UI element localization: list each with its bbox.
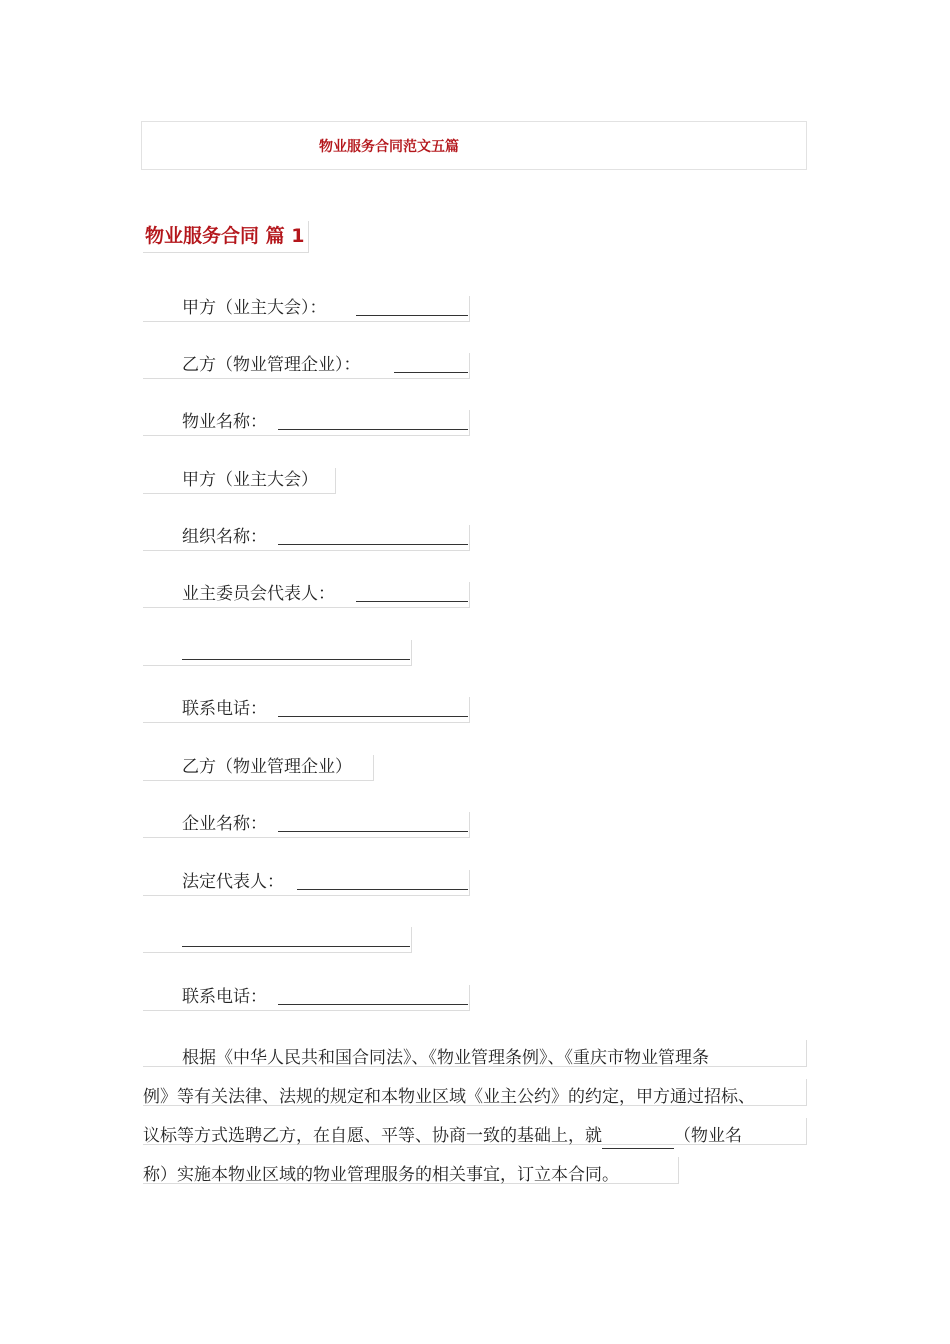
fill-blank[interactable] — [182, 659, 410, 660]
party-b-field — [143, 353, 470, 379]
paragraph-text-part: （物业名 — [674, 1126, 742, 1146]
fill-blank[interactable] — [278, 716, 468, 717]
fill-blank[interactable] — [394, 372, 468, 373]
fill-blank[interactable] — [356, 601, 468, 602]
committee-representative-field — [143, 582, 470, 608]
blank-line-field — [143, 640, 412, 666]
field-label: 物业名称： — [182, 412, 267, 432]
fill-blank[interactable] — [602, 1124, 674, 1149]
document-title: 物业服务合同范文五篇 — [319, 139, 459, 155]
fill-blank[interactable] — [278, 831, 468, 832]
fill-blank[interactable] — [356, 315, 468, 316]
party-a-field — [143, 296, 470, 322]
fill-blank[interactable] — [278, 429, 468, 430]
fill-blank[interactable] — [278, 1004, 468, 1005]
paragraph-line — [143, 1040, 807, 1079]
paragraph-line — [143, 1118, 807, 1157]
fill-blank[interactable] — [182, 946, 410, 947]
field-label: 联系电话： — [182, 699, 267, 719]
blank-line-field — [143, 927, 412, 953]
paragraph-text — [143, 1124, 742, 1149]
company-name-field — [143, 812, 470, 838]
paragraph-line — [143, 1157, 807, 1196]
party-a-heading — [143, 468, 336, 494]
field-label: 企业名称： — [182, 814, 267, 834]
paragraph-line — [143, 1079, 807, 1118]
party-b-heading — [143, 755, 374, 781]
field-label: 业主委员会代表人： — [182, 584, 335, 604]
phone-field-b — [143, 985, 470, 1011]
paragraph-text: 根据《中华人民共和国合同法》、《物业管理条例》、《重庆市物业管理条 — [182, 1048, 709, 1068]
field-label: 联系电话： — [182, 987, 267, 1007]
section-heading: 物业服务合同 篇 1 — [143, 221, 309, 253]
field-label: 乙方（物业管理企业） — [182, 757, 352, 777]
paragraph-text-part: 议标等方式选聘乙方，在自愿、平等、协商一致的基础上，就 — [143, 1126, 602, 1146]
field-label: 甲方（业主大会）： — [182, 298, 327, 318]
paragraph-text: 例》等有关法律、法规的规定和本物业区域《业主公约》的约定，甲方通过招标、 — [143, 1087, 755, 1107]
legal-representative-field — [143, 870, 470, 896]
field-label: 组织名称： — [182, 527, 267, 547]
paragraph-text: 称）实施本物业区域的物业管理服务的相关事宜，订立本合同。 — [143, 1165, 619, 1185]
document-header — [141, 121, 807, 170]
field-label: 法定代表人： — [182, 872, 284, 892]
field-label: 甲方（业主大会） — [182, 470, 318, 490]
property-name-field — [143, 410, 470, 436]
field-label: 乙方（物业管理企业）： — [182, 355, 361, 375]
contract-paragraph — [143, 1040, 807, 1196]
phone-field-a — [143, 697, 470, 723]
fill-blank[interactable] — [297, 889, 468, 890]
organization-name-field — [143, 525, 470, 551]
fill-blank[interactable] — [278, 544, 468, 545]
